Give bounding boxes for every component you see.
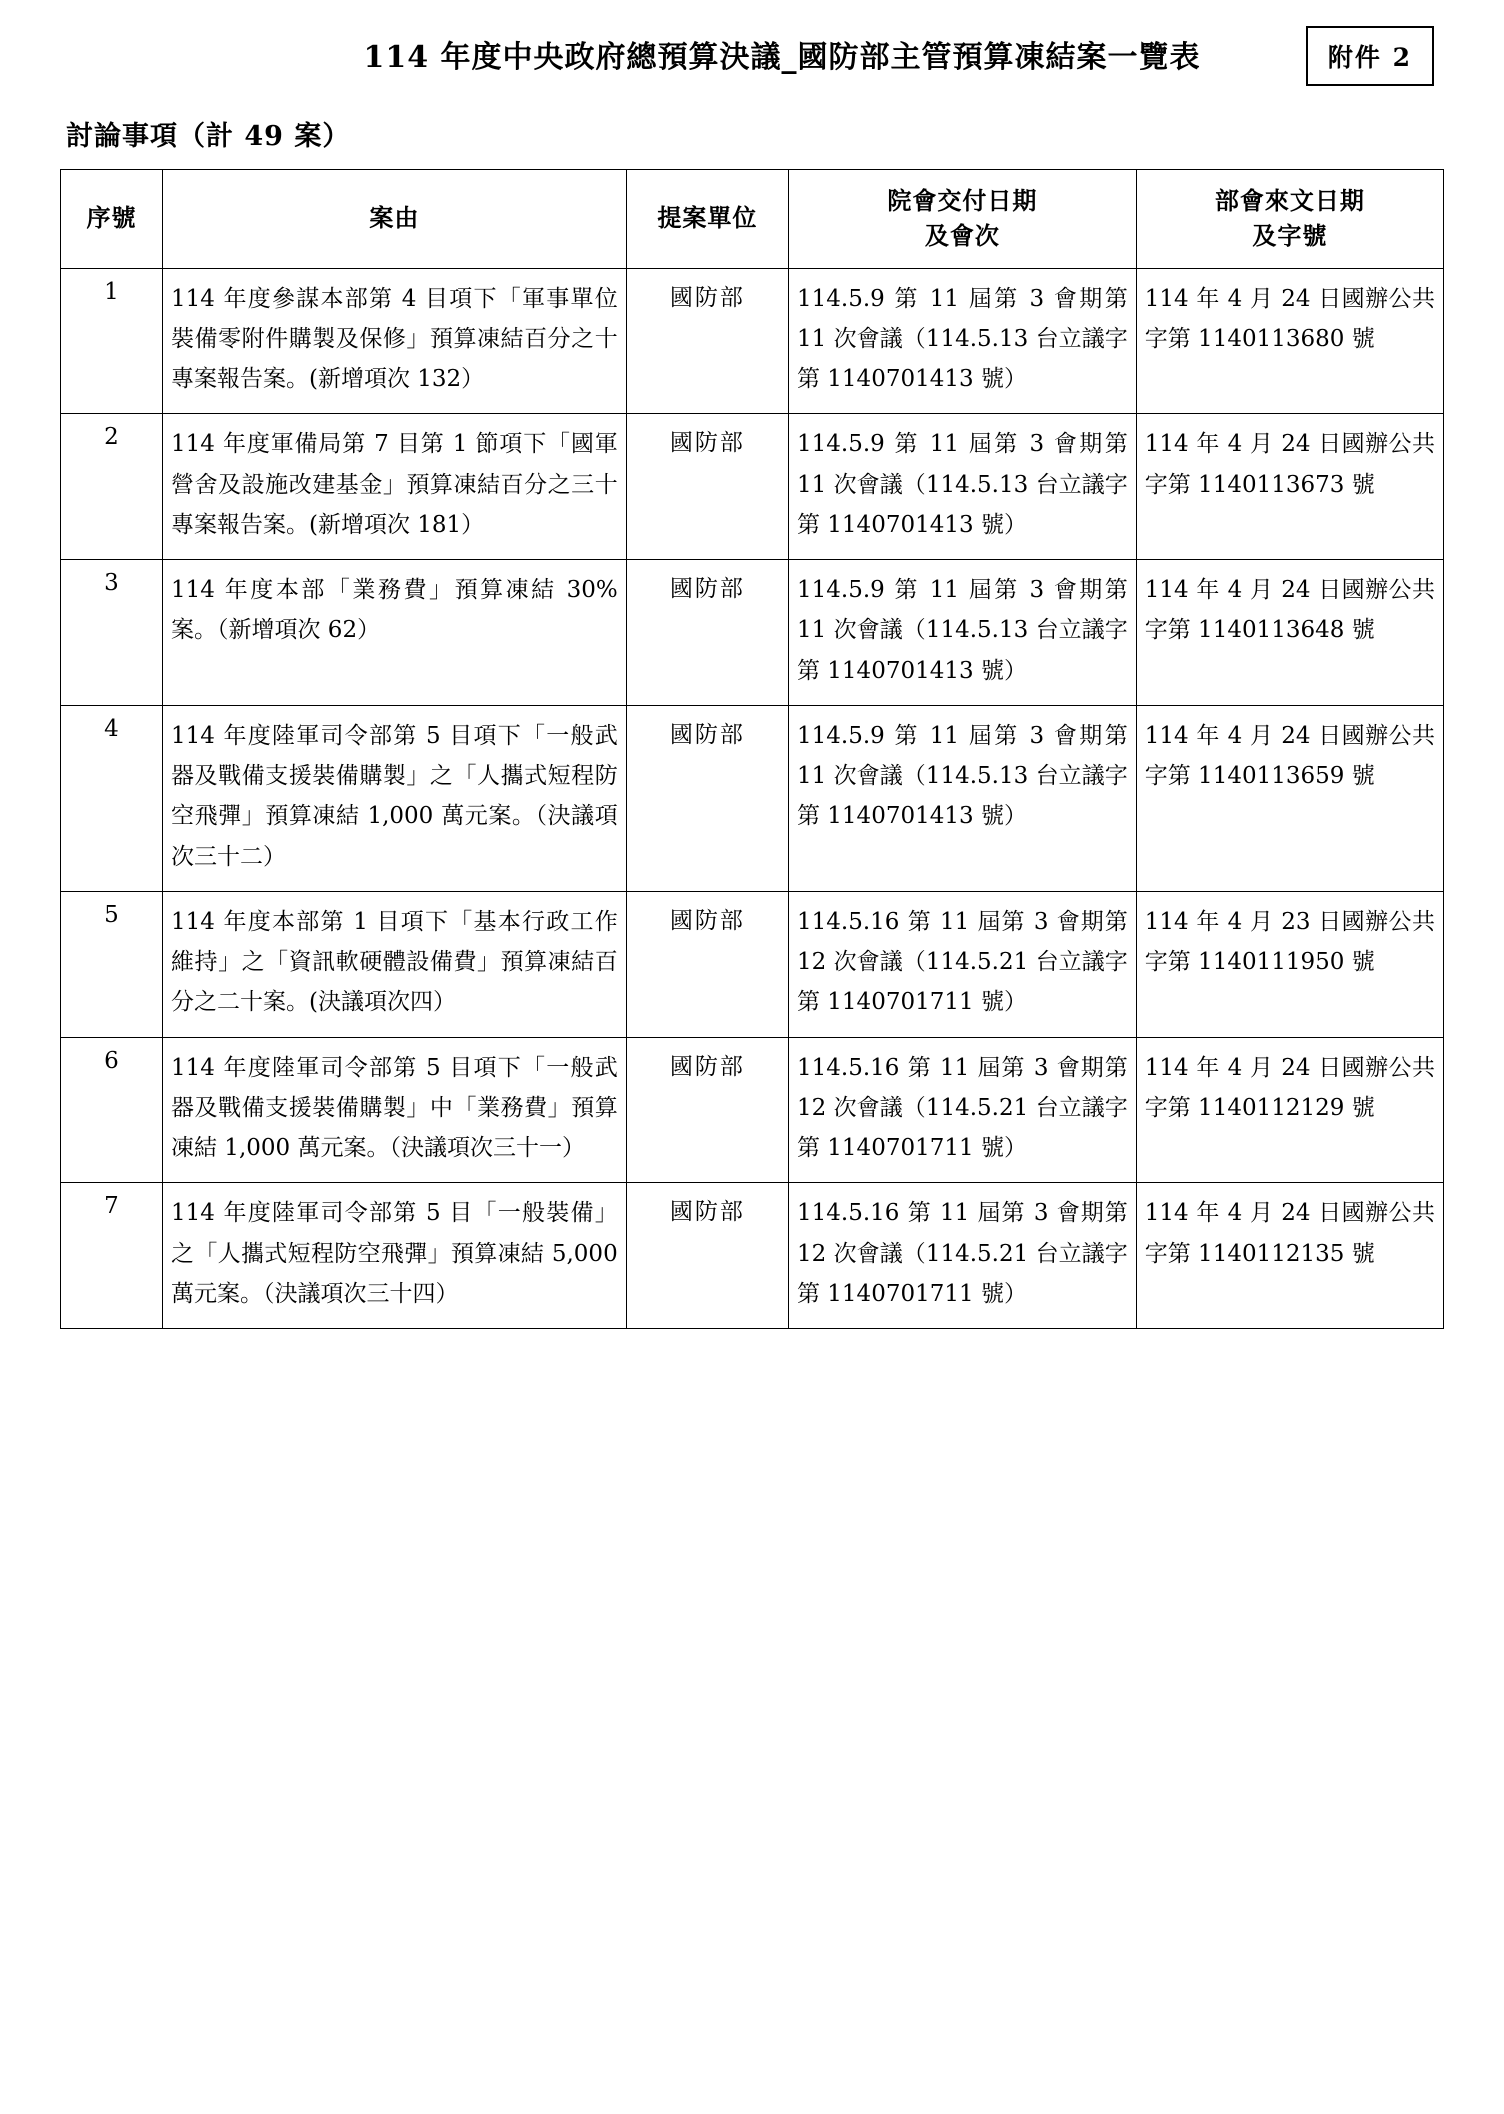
document-header — [60, 18, 1444, 96]
cell-ministry-document: 114 年 4 月 24 日國辦公共字第 1140112135 號 — [1136, 1183, 1443, 1329]
table-row — [61, 414, 1444, 560]
cell-sequence-number: 1 — [61, 268, 163, 414]
cell-case-subject: 114 年度軍備局第 7 目第 1 節項下「國軍營舍及設施改建基金」預算凍結百分之三十專案報告案。(新增項次 181） — [163, 414, 627, 560]
cell-case-subject: 114 年度陸軍司令部第 5 目「一般裝備」之「人攜式短程防空飛彈」預算凍結 5,000 萬元案。（決議項次三十四） — [163, 1183, 627, 1329]
cell-delivery-date: 114.5.9 第 11 屆第 3 會期第 11 次會議（114.5.13 台立議字第 1140701413 號） — [788, 560, 1136, 706]
cell-proposing-unit: 國防部 — [626, 705, 788, 891]
table-header-row — [61, 170, 1444, 269]
cell-ministry-document: 114 年 4 月 24 日國辦公共字第 1140113648 號 — [1136, 560, 1443, 706]
table-row — [61, 268, 1444, 414]
cell-proposing-unit: 國防部 — [626, 560, 788, 706]
column-header-subject: 案由 — [163, 170, 627, 269]
freeze-case-table — [60, 169, 1444, 1329]
cell-delivery-date: 114.5.16 第 11 屆第 3 會期第 12 次會議（114.5.21 台立議字第 1140701711 號） — [788, 1183, 1136, 1329]
cell-proposing-unit: 國防部 — [626, 1037, 788, 1183]
attachment-label: 附件 2 — [1306, 26, 1434, 86]
page-title: 114 年度中央政府總預算決議_國防部主管預算凍結案一覽表 — [363, 40, 1201, 75]
cell-proposing-unit: 國防部 — [626, 891, 788, 1037]
cell-ministry-document: 114 年 4 月 24 日國辦公共字第 1140113680 號 — [1136, 268, 1443, 414]
cell-proposing-unit: 國防部 — [626, 268, 788, 414]
table-row — [61, 891, 1444, 1037]
table-header — [61, 170, 1444, 269]
cell-ministry-document: 114 年 4 月 24 日國辦公共字第 1140112129 號 — [1136, 1037, 1443, 1183]
table-row — [61, 1037, 1444, 1183]
column-header-ministry-doc: 部會來文日期 及字號 — [1136, 170, 1443, 269]
cell-sequence-number: 6 — [61, 1037, 163, 1183]
table-body — [61, 268, 1444, 1329]
cell-proposing-unit: 國防部 — [626, 1183, 788, 1329]
cell-case-subject: 114 年度陸軍司令部第 5 目項下「一般武器及戰備支援裝備購製」中「業務費」預算凍結 1,000 萬元案。（決議項次三十一） — [163, 1037, 627, 1183]
cell-case-subject: 114 年度陸軍司令部第 5 目項下「一般武器及戰備支援裝備購製」之「人攜式短程防空飛彈」預算凍結 1,000 萬元案。（決議項次三十二） — [163, 705, 627, 891]
cell-case-subject: 114 年度參謀本部第 4 目項下「軍事單位裝備零附件購製及保修」預算凍結百分之十專案報告案。(新增項次 132） — [163, 268, 627, 414]
table-row — [61, 1183, 1444, 1329]
table-row — [61, 705, 1444, 891]
section-title: 討論事項（計 49 案） — [66, 121, 351, 152]
column-header-unit: 提案單位 — [626, 170, 788, 269]
cell-delivery-date: 114.5.16 第 11 屆第 3 會期第 12 次會議（114.5.21 台立議字第 1140701711 號） — [788, 1037, 1136, 1183]
cell-delivery-date: 114.5.16 第 11 屆第 3 會期第 12 次會議（114.5.21 台立議字第 1140701711 號） — [788, 891, 1136, 1037]
cell-delivery-date: 114.5.9 第 11 屆第 3 會期第 11 次會議（114.5.13 台立議字第 1140701413 號） — [788, 268, 1136, 414]
cell-sequence-number: 2 — [61, 414, 163, 560]
column-header-seq: 序號 — [61, 170, 163, 269]
cell-ministry-document: 114 年 4 月 24 日國辦公共字第 1140113673 號 — [1136, 414, 1443, 560]
cell-case-subject: 114 年度本部「業務費」預算凍結 30%案。（新增項次 62） — [163, 560, 627, 706]
cell-sequence-number: 5 — [61, 891, 163, 1037]
cell-delivery-date: 114.5.9 第 11 屆第 3 會期第 11 次會議（114.5.13 台立議字第 1140701413 號） — [788, 705, 1136, 891]
cell-sequence-number: 7 — [61, 1183, 163, 1329]
column-header-delivery-date: 院會交付日期 及會次 — [788, 170, 1136, 269]
cell-proposing-unit: 國防部 — [626, 414, 788, 560]
cell-case-subject: 114 年度本部第 1 目項下「基本行政工作維持」之「資訊軟硬體設備費」預算凍結百分之二十案。(決議項次四） — [163, 891, 627, 1037]
cell-ministry-document: 114 年 4 月 23 日國辦公共字第 1140111950 號 — [1136, 891, 1443, 1037]
table-row — [61, 560, 1444, 706]
cell-sequence-number: 3 — [61, 560, 163, 706]
cell-sequence-number: 4 — [61, 705, 163, 891]
cell-delivery-date: 114.5.9 第 11 屆第 3 會期第 11 次會議（114.5.13 台立議字第 1140701413 號） — [788, 414, 1136, 560]
cell-ministry-document: 114 年 4 月 24 日國辦公共字第 1140113659 號 — [1136, 705, 1443, 891]
